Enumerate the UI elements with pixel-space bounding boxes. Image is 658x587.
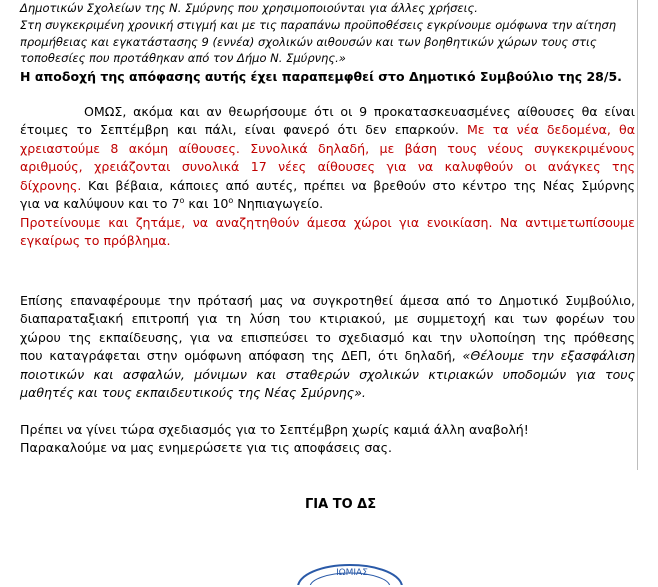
- highlight-line: χρειαστούμε 8 ακόμη αίθουσες. Συνολικά δηλαδή, με βάση τους νέους συγκεκριμένους: [20, 140, 635, 156]
- text-span: έτοιμες το Σεπτέμβρη και πάλι, είναι φανερό ότι δεν επαρκούν.: [20, 122, 459, 138]
- closing-line: Παρακαλούμε να μας ενημερώσετε για τις αποφάσεις σας.: [20, 440, 393, 456]
- text-line: διαπαραταξιακή επιτροπή για τη λύση του κτιριακού, με συμμετοχή και των φορέων του: [20, 311, 635, 327]
- excerpt-line: προμήθειας και εγκατάστασης 9 (εννέα) σχολικών αιθουσών και των βοηθητικών χώρων τους στις: [20, 34, 597, 49]
- quote-span: «Θέλουμε την εξασφάλιση: [462, 348, 635, 364]
- quote-line: ποιοτικών και ασφαλών, μόνιμων και σταθερών σχολικών κτιριακών υποδομών για τους: [20, 366, 635, 382]
- text-line: [20, 195, 635, 213]
- text-line: [20, 347, 635, 365]
- text-span: και 10: [184, 196, 229, 212]
- ordinal-sup: ο: [228, 195, 234, 205]
- paragraph-committee-proposal: [20, 292, 635, 402]
- closing-lines: [20, 421, 635, 458]
- quote-line: μαθητές και τους εκπαιδευτικούς της Νέας Σμύρνης».: [20, 385, 366, 401]
- page-edge-line: [637, 0, 638, 470]
- text-line: χώρου της εκπαίδευσης, για να επισπεύσει το σχεδιασμό και την υλοποίηση της πρόθεσης: [20, 329, 635, 345]
- text-span: Νηπιαγωγείο.: [233, 196, 324, 212]
- closing-line: Πρέπει να γίνει τώρα σχεδιασμός για το Σεπτέμβρη χωρίς καμιά άλλη αναβολή!: [20, 422, 529, 437]
- forwarded-to-council-line: Η αποδοχή της απόφασης αυτής έχει παραπεμφθεί στο Δημοτικό Συμβούλιο της 28/5.: [20, 69, 622, 84]
- highlight-line: Προτείνουμε και ζητάμε, να αναζητηθούν άμεσα χώροι για ενοικίαση. Να αντιμετωπίσουμε: [20, 215, 635, 230]
- stamp-graphic: [292, 525, 412, 585]
- stamp-text: ΙΩΜΙΑΣ: [336, 568, 368, 578]
- text-line: [20, 177, 635, 195]
- official-stamp: [292, 525, 412, 585]
- highlight-span: δίχρονης.: [20, 177, 82, 193]
- text-span: για να καλύψουν και το 7: [20, 196, 180, 212]
- text-span: που καταγράφεται στην ομόφωνη απόφαση της ΔΕΠ, ότι δηλαδή,: [20, 348, 456, 364]
- excerpt-line: Δημοτικών Σχολείων της Ν. Σμύρνης που χρησιμοποιούνται για άλλες χρήσεις.: [20, 1, 478, 15]
- excerpt-line: Στη συγκεκριμένη χρονική στιγμή και με τις παραπάνω προϋποθέσεις εγκρίνουμε ομόφωνα την αίτηση: [20, 17, 617, 32]
- ordinal-sup: ο: [179, 195, 185, 205]
- excerpt-line: τοποθεσίες που προτάθηκαν από τον Δήμο Ν. Σμύρνης.»: [20, 51, 346, 66]
- highlight-line: αριθμούς, χρειάζονται συνολικά 17 νέες αίθουσες για να καλυφθούν οι ανάγκες της: [20, 159, 635, 175]
- text-span: Και βέβαια, κάποιες από αυτές, πρέπει να βρεθούν στο κέντρο της Νέας Σμύρνης: [87, 177, 635, 193]
- text-line: ΟΜΩΣ, ακόμα και αν θεωρήσουμε ότι οι 9 προκατασκευασμένες αίθουσες θα είναι: [84, 104, 635, 119]
- quoted-decision-excerpt: [20, 0, 635, 67]
- signature-heading: ΓΙΑ ΤΟ ΔΣ: [305, 497, 377, 512]
- highlight-line: εγκαίρως το πρόβλημα.: [20, 233, 171, 249]
- text-line: [20, 121, 635, 139]
- paragraph-classrooms-shortage: [20, 103, 635, 213]
- paragraph-rental-request: [20, 214, 635, 251]
- highlight-span: Με τα νέα δεδομένα, θα: [466, 122, 635, 138]
- text-line: Επίσης επαναφέρουμε την πρότασή μας να συγκροτηθεί άμεσα από το Δημοτικό Συμβούλιο,: [20, 293, 635, 308]
